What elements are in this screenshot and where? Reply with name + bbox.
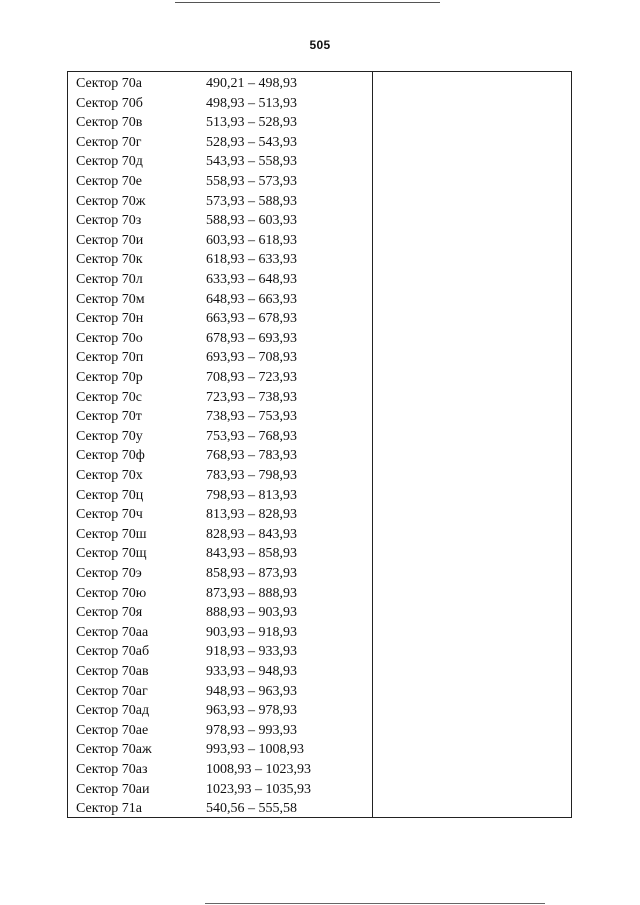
table-row bbox=[68, 721, 372, 741]
table-row bbox=[68, 760, 372, 780]
scan-edge-line-top bbox=[175, 2, 440, 3]
sector-name: Сектор 70ш bbox=[76, 526, 147, 542]
sector-name: Сектор 70х bbox=[76, 468, 143, 483]
table-row bbox=[68, 701, 372, 721]
sector-name: Сектор 70аа bbox=[76, 624, 149, 640]
table-row bbox=[68, 466, 372, 486]
sector-name: Сектор 70ц bbox=[76, 487, 144, 503]
sector-name: Сектор 70ж bbox=[76, 193, 146, 209]
sector-name: Сектор 70аз bbox=[76, 762, 148, 777]
table-row bbox=[68, 231, 372, 251]
sector-range: 933,93 – 948,93 bbox=[206, 664, 297, 679]
sector-range: 873,93 – 888,93 bbox=[206, 585, 297, 601]
sector-name: Сектор 70т bbox=[76, 409, 142, 425]
sector-range: 783,93 – 798,93 bbox=[206, 468, 297, 483]
table-row bbox=[68, 407, 372, 427]
sector-range: 1023,93 – 1035,93 bbox=[206, 781, 311, 797]
table-row bbox=[68, 799, 372, 819]
sector-name: Сектор 70аб bbox=[76, 644, 150, 660]
table-row bbox=[68, 192, 372, 212]
table-row bbox=[68, 94, 372, 114]
sector-name: Сектор 70а bbox=[76, 76, 142, 91]
table-row bbox=[68, 505, 372, 525]
sector-name: Сектор 70э bbox=[76, 566, 142, 581]
sector-name: Сектор 70и bbox=[76, 232, 144, 248]
sector-name: Сектор 70г bbox=[76, 134, 142, 150]
sector-range: 813,93 – 828,93 bbox=[206, 507, 297, 523]
sector-range: 528,93 – 543,93 bbox=[206, 134, 297, 150]
table-row bbox=[68, 740, 372, 760]
page-number: 505 bbox=[309, 38, 331, 52]
sector-name: Сектор 70аг bbox=[76, 683, 148, 699]
sector-range: 978,93 – 993,93 bbox=[206, 722, 297, 738]
table-row bbox=[68, 388, 372, 408]
table-row bbox=[68, 642, 372, 662]
sector-range: 723,93 – 738,93 bbox=[206, 389, 297, 405]
table-row bbox=[68, 133, 372, 153]
table-row bbox=[68, 368, 372, 388]
sector-range: 843,93 – 858,93 bbox=[206, 546, 297, 562]
table-row bbox=[68, 662, 372, 682]
sector-name: Сектор 70р bbox=[76, 370, 143, 385]
sector-frequency-table bbox=[67, 71, 572, 818]
sector-range: 918,93 – 933,93 bbox=[206, 644, 297, 660]
sector-range: 603,93 – 618,93 bbox=[206, 232, 297, 248]
sector-name: Сектор 71а bbox=[76, 801, 142, 817]
table-row bbox=[68, 564, 372, 584]
sector-name: Сектор 70ав bbox=[76, 664, 149, 679]
table-row bbox=[68, 486, 372, 506]
sector-name: Сектор 70в bbox=[76, 115, 143, 131]
table-row bbox=[68, 172, 372, 192]
sector-range: 1008,93 – 1023,93 bbox=[206, 762, 311, 777]
sector-name: Сектор 70м bbox=[76, 291, 145, 307]
sector-range: 588,93 – 603,93 bbox=[206, 213, 297, 229]
sector-name: Сектор 70ч bbox=[76, 507, 143, 523]
sector-range: 903,93 – 918,93 bbox=[206, 624, 297, 640]
table-row bbox=[68, 348, 372, 368]
sector-range: 858,93 – 873,93 bbox=[206, 566, 297, 581]
sector-range: 963,93 – 978,93 bbox=[206, 703, 297, 719]
sector-name: Сектор 70ае bbox=[76, 722, 149, 738]
sector-range: 490,21 – 498,93 bbox=[206, 76, 297, 91]
table-row bbox=[68, 74, 372, 94]
sector-range: 558,93 – 573,93 bbox=[206, 174, 297, 189]
scan-edge-line-bottom bbox=[205, 903, 545, 904]
sector-range: 888,93 – 903,93 bbox=[206, 605, 297, 621]
table-row bbox=[68, 309, 372, 329]
table-row bbox=[68, 623, 372, 643]
sector-name: Сектор 70к bbox=[76, 252, 143, 268]
sector-name: Сектор 70ф bbox=[76, 448, 145, 464]
table-row bbox=[68, 780, 372, 800]
table-row bbox=[68, 584, 372, 604]
table-row bbox=[68, 446, 372, 466]
sector-range: 663,93 – 678,93 bbox=[206, 311, 297, 327]
column-divider bbox=[372, 72, 373, 817]
table-row bbox=[68, 211, 372, 231]
sector-range: 828,93 – 843,93 bbox=[206, 526, 297, 542]
sector-name: Сектор 70я bbox=[76, 605, 143, 621]
sector-range: 708,93 – 723,93 bbox=[206, 370, 297, 385]
sector-range: 648,93 – 663,93 bbox=[206, 291, 297, 307]
sector-range: 738,93 – 753,93 bbox=[206, 409, 297, 425]
table-row bbox=[68, 329, 372, 349]
sector-range: 633,93 – 648,93 bbox=[206, 272, 297, 287]
sector-range: 993,93 – 1008,93 bbox=[206, 742, 304, 758]
table-row bbox=[68, 544, 372, 564]
sector-name: Сектор 70п bbox=[76, 350, 144, 366]
sector-range: 948,93 – 963,93 bbox=[206, 683, 297, 699]
sector-name: Сектор 70н bbox=[76, 311, 144, 327]
sector-name: Сектор 70ад bbox=[76, 703, 150, 719]
sector-range: 753,93 – 768,93 bbox=[206, 428, 297, 444]
sector-range: 618,93 – 633,93 bbox=[206, 252, 297, 268]
sector-range: 798,93 – 813,93 bbox=[206, 487, 297, 503]
table-row bbox=[68, 250, 372, 270]
sector-name: Сектор 70ю bbox=[76, 585, 147, 601]
table-row bbox=[68, 603, 372, 623]
sector-name: Сектор 70о bbox=[76, 330, 143, 346]
sector-name: Сектор 70б bbox=[76, 95, 143, 111]
table-row bbox=[68, 682, 372, 702]
sector-range: 768,93 – 783,93 bbox=[206, 448, 297, 464]
table-row bbox=[68, 270, 372, 290]
sector-range: 543,93 – 558,93 bbox=[206, 154, 297, 170]
sector-range: 513,93 – 528,93 bbox=[206, 115, 297, 131]
sector-name: Сектор 70щ bbox=[76, 546, 147, 562]
sector-name: Сектор 70у bbox=[76, 428, 143, 444]
table-row bbox=[68, 525, 372, 545]
sector-name: Сектор 70д bbox=[76, 154, 143, 170]
sector-name: Сектор 70с bbox=[76, 389, 142, 405]
table-row bbox=[68, 113, 372, 133]
table-row bbox=[68, 427, 372, 447]
table-row bbox=[68, 290, 372, 310]
sector-range: 540,56 – 555,58 bbox=[206, 801, 297, 817]
sector-name: Сектор 70е bbox=[76, 174, 142, 189]
sector-range: 693,93 – 708,93 bbox=[206, 350, 297, 366]
sector-range: 573,93 – 588,93 bbox=[206, 193, 297, 209]
sector-name: Сектор 70аж bbox=[76, 742, 152, 758]
sector-name: Сектор 70аи bbox=[76, 781, 150, 797]
sector-range: 678,93 – 693,93 bbox=[206, 330, 297, 346]
table-row bbox=[68, 152, 372, 172]
sector-range: 498,93 – 513,93 bbox=[206, 95, 297, 111]
sector-name: Сектор 70л bbox=[76, 272, 143, 287]
sector-name: Сектор 70з bbox=[76, 213, 142, 229]
